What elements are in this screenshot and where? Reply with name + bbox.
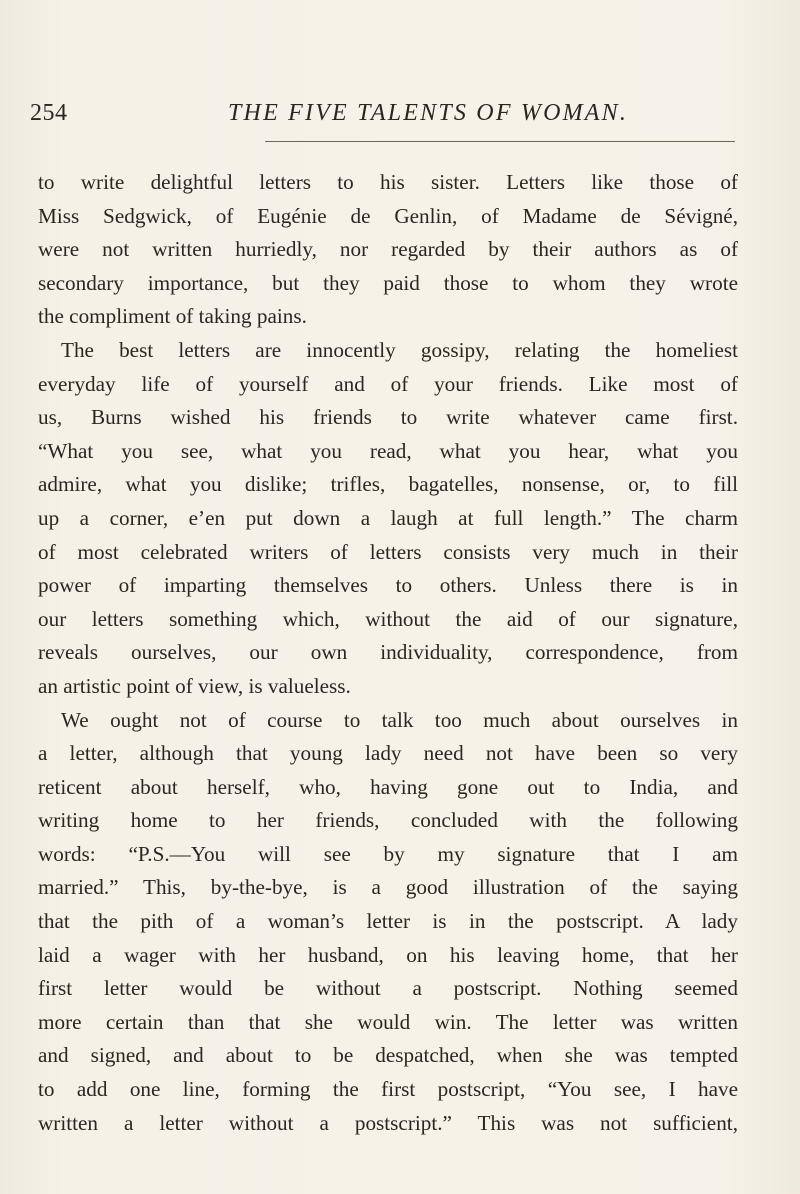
text-line: secondary importance, but they paid those to whom they wrote — [38, 270, 738, 295]
text-line: first letter would be without a postscript. Nothing seemed — [38, 976, 738, 1001]
text-line: the compliment of taking pains. — [38, 304, 307, 329]
text-line: an artistic point of view, is valueless. — [38, 673, 351, 698]
text-line: admire, what you dislike; trifles, bagatelles, nonsense, or, to fill — [38, 472, 738, 497]
body-text — [38, 166, 738, 1140]
text-line: words: “P.S.—You will see by my signature that I am — [38, 841, 738, 866]
text-line: “What you see, what you read, what you hear, what you — [38, 438, 738, 463]
text-line: We ought not of course to talk too much about ourselves in — [61, 707, 738, 732]
text-line: to write delightful letters to his sister. Letters like those of — [38, 170, 738, 194]
text-line: laid a wager with her husband, on his leaving home, that her — [38, 942, 738, 967]
header-rule — [265, 141, 735, 142]
text-line: writing home to her friends, concluded with the following — [38, 808, 738, 833]
text-line: everyday life of yourself and of your friends. Like most of — [38, 371, 738, 396]
text-line: to add one line, forming the first postscript, “You see, I have — [38, 1077, 738, 1102]
text-line: The best letters are innocently gossipy, relating the homeliest — [61, 337, 738, 362]
text-line: of most celebrated writers of letters consists very much in their — [38, 539, 738, 564]
running-title: THE FIVE TALENTS OF WOMAN. — [228, 100, 629, 126]
text-line: a letter, although that young lady need not have been so very — [38, 741, 738, 766]
text-line: more certain than that she would win. The letter was written — [38, 1009, 738, 1034]
text-line: Miss Sedgwick, of Eugénie de Genlin, of Madame de Sévigné, — [38, 203, 738, 228]
text-line: were not written hurriedly, nor regarded by their authors as of — [38, 237, 738, 262]
text-line: reveals ourselves, our own individuality, correspondence, from — [38, 640, 738, 665]
text-line: our letters something which, without the aid of our signature, — [38, 606, 738, 631]
text-line: reticent about herself, who, having gone out to India, and — [38, 774, 738, 799]
text-line: up a corner, e’en put down a laugh at full length.” The charm — [38, 505, 738, 530]
text-line: married.” This, by-the-bye, is a good illustration of the saying — [38, 875, 738, 900]
page-header — [30, 100, 730, 134]
text-line: us, Burns wished his friends to write whatever came first. — [38, 405, 738, 430]
text-line: written a letter without a postscript.” This was not sufficient, — [38, 1110, 738, 1135]
text-line: that the pith of a woman’s letter is in the postscript. A lady — [38, 909, 738, 934]
text-line: and signed, and about to be despatched, when she was tempted — [38, 1043, 738, 1068]
page-number: 254 — [30, 100, 68, 126]
text-line: power of imparting themselves to others. Unless there is in — [38, 573, 738, 598]
